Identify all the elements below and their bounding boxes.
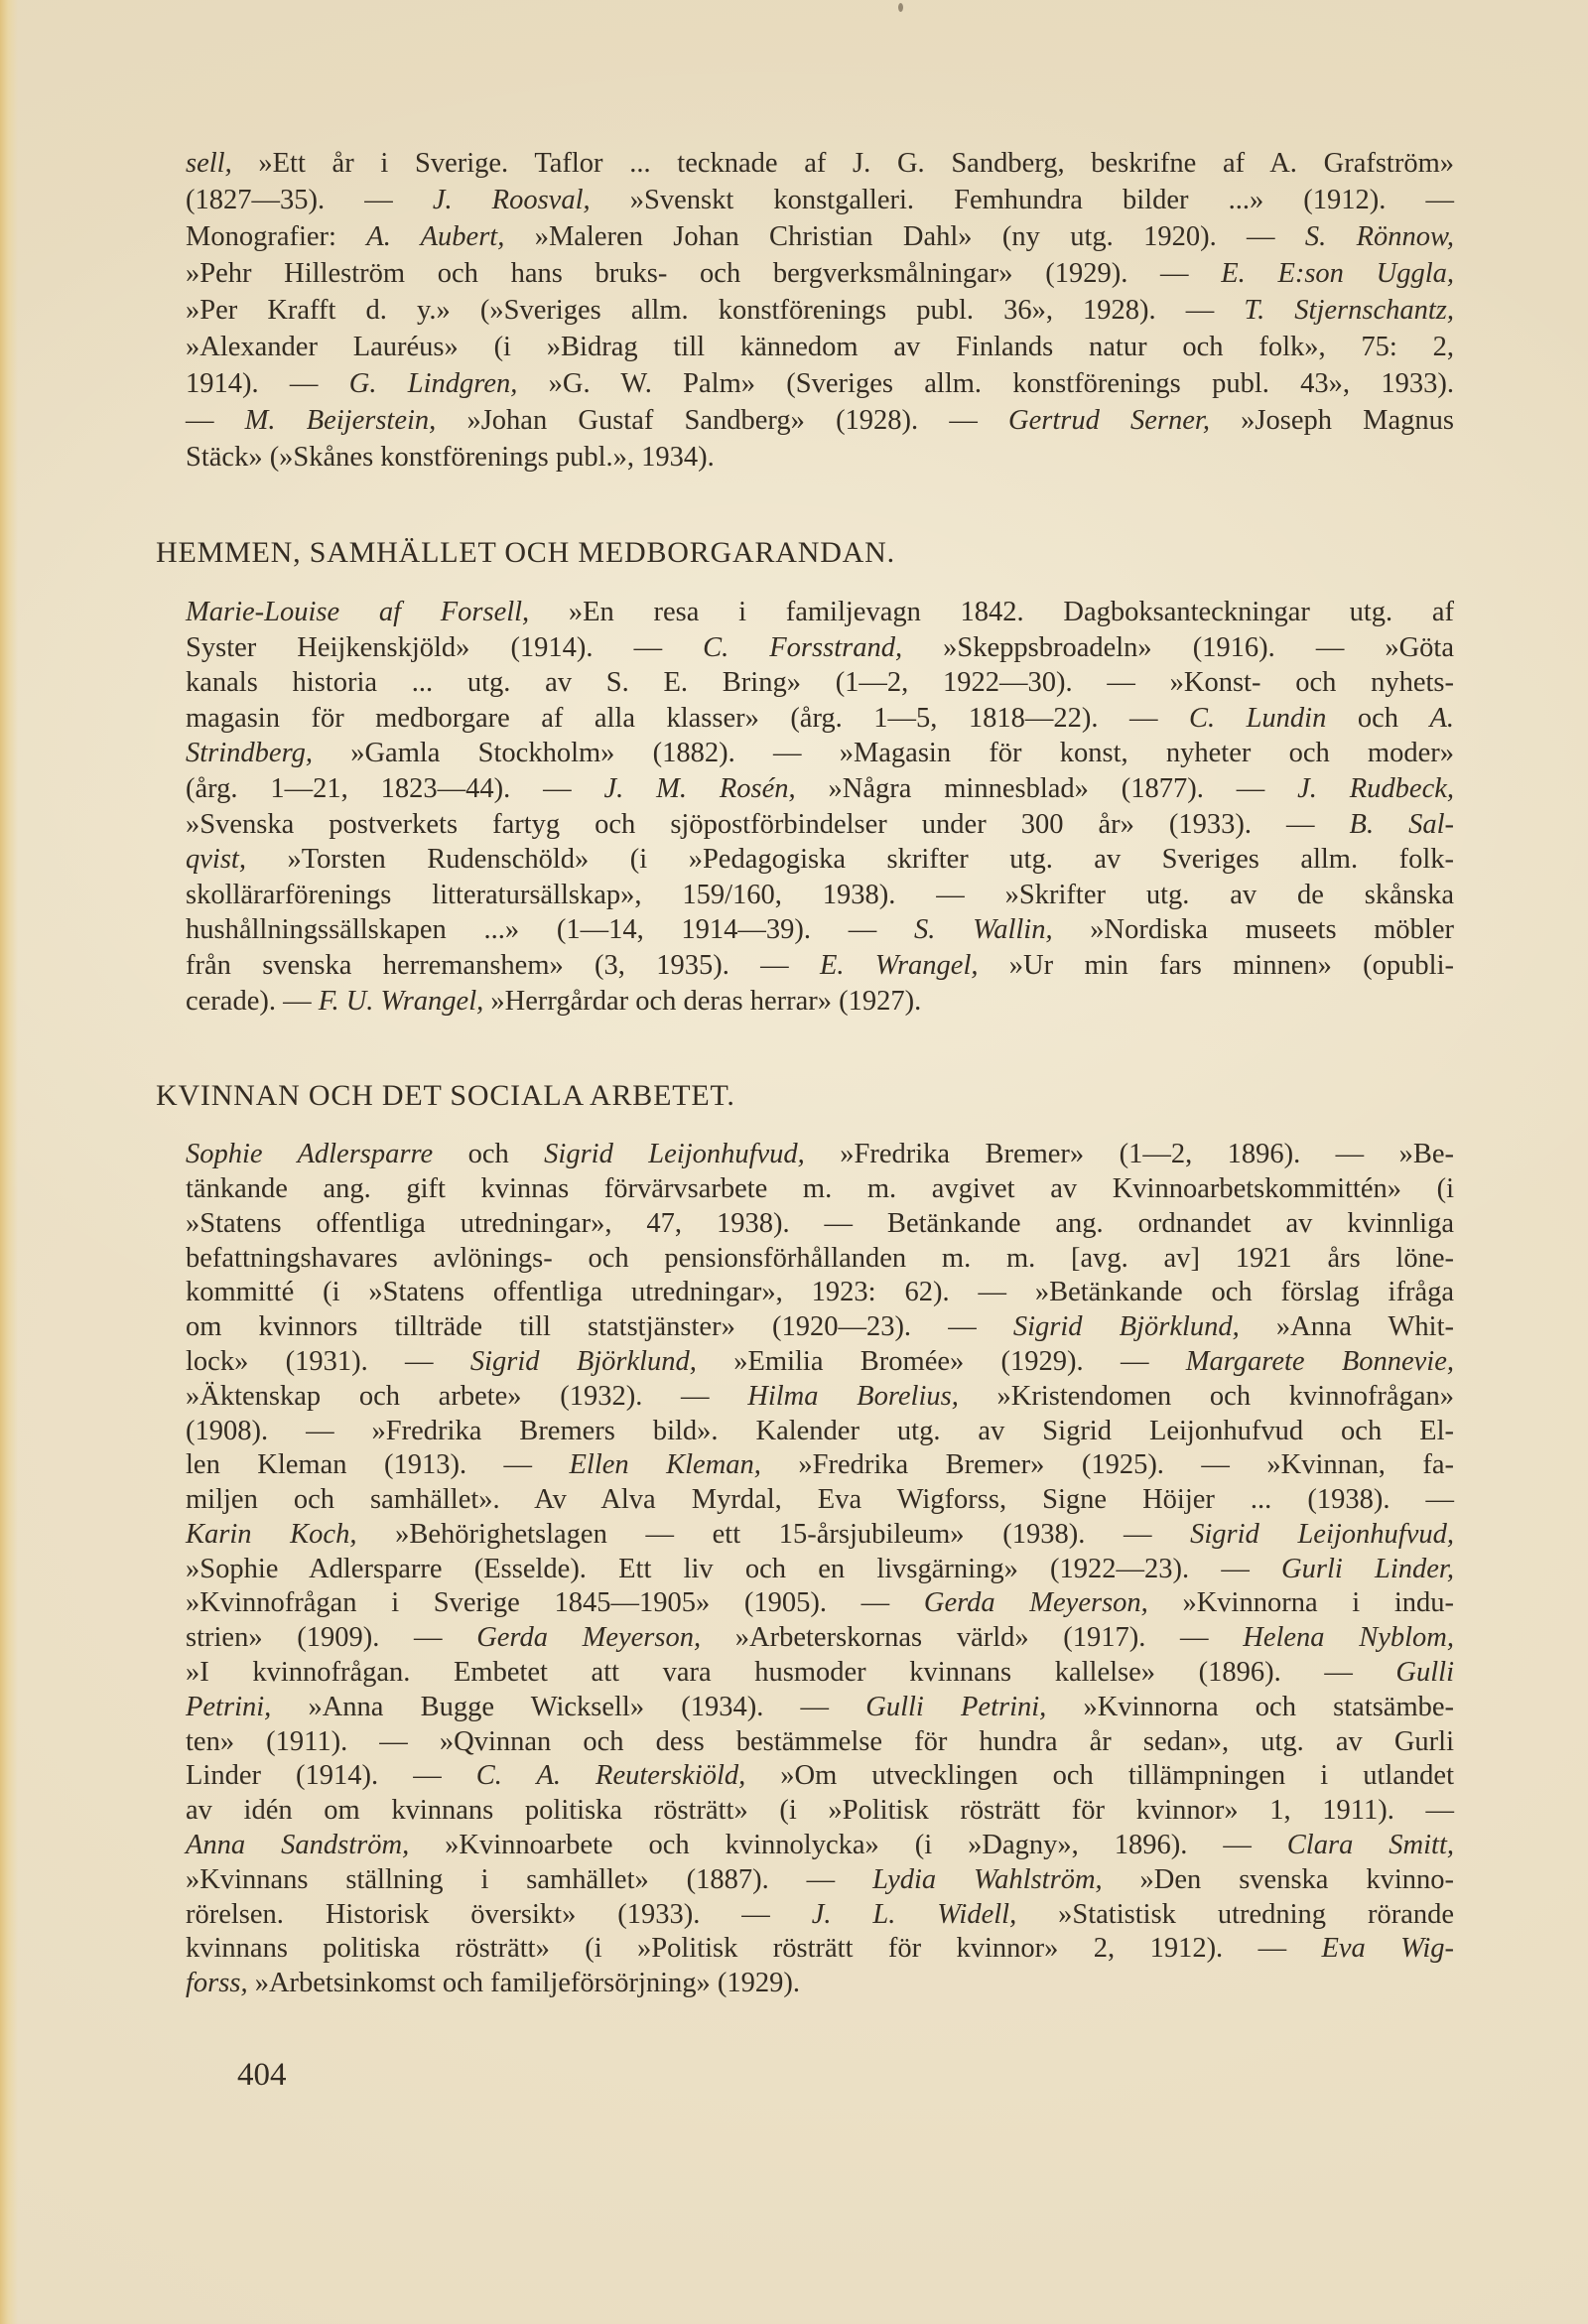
text-line: [186, 1586, 1454, 1621]
text-line: [186, 218, 1454, 255]
text-segment: »Kvinnans ställning i samhället» (1887). —: [186, 1863, 873, 1895]
text-segment: Monografier:: [186, 221, 367, 252]
text-line: [186, 182, 1454, 218]
text-segment: kanals historia ... utg. av S. E. Bring» (1—2, 1922—30). — »Konst- och nyhets-: [186, 667, 1454, 699]
text-segment: Syster Heijkenskjöld» (1914). —: [186, 631, 704, 663]
text-line: [186, 1759, 1454, 1794]
text-line: [186, 984, 1454, 1020]
text-segment: Linder (1914). —: [186, 1760, 476, 1792]
text-line: [186, 595, 1454, 630]
italic-text-segment: E. E:son Uggla,: [1221, 258, 1454, 289]
text-segment: kommitté (i »Statens offentliga utredningar», 1923: 62). — »Betänkande och förslag ifråga: [186, 1277, 1454, 1308]
text-segment: »Den svenska kvinno-: [1102, 1863, 1454, 1895]
text-line: [186, 1691, 1454, 1725]
text-segment: 1914). —: [186, 368, 349, 399]
text-line: [186, 1621, 1454, 1656]
italic-text-segment: Gurli Linder,: [1281, 1553, 1454, 1584]
text-segment: strien» (1909). —: [186, 1622, 477, 1654]
italic-text-segment: Gulli: [1395, 1657, 1454, 1689]
text-segment: »Några minnesblad» (1877). —: [795, 772, 1298, 804]
italic-text-segment: Ellen Kleman,: [569, 1449, 761, 1481]
text-segment: och: [1326, 702, 1430, 734]
text-segment: »I kvinnofrågan. Embetet att vara husmoder kvinnans kallelse» (1896). —: [186, 1657, 1396, 1689]
italic-text-segment: Strindberg,: [186, 738, 313, 769]
bibliography-paragraph: [186, 1138, 1454, 2001]
page-edge-strip: [0, 0, 18, 2324]
italic-text-segment: Gulli Petrini,: [865, 1691, 1047, 1722]
italic-text-segment: Helena Nyblom,: [1243, 1622, 1454, 1654]
text-segment: magasin för medborgare af alla klasser» (årg. 1—5, 1818—22). —: [186, 702, 1189, 734]
text-segment: (1908). — »Fredrika Bremers bild». Kalender utg. av Sigrid Leijonhufvud och El-: [186, 1415, 1454, 1446]
text-segment: »Anna Whit-: [1239, 1311, 1454, 1343]
italic-text-segment: qvist,: [186, 844, 246, 876]
text-segment: Stäck» (»Skånes konstförenings publ.», 1934).: [186, 442, 715, 473]
text-segment: och: [433, 1139, 545, 1170]
italic-text-segment: J. Roosval,: [432, 185, 591, 215]
text-segment: »Behörighetslagen — ett 15-årsjubileum» (1938). —: [356, 1518, 1191, 1550]
text-segment: »Nordiska museets möbler: [1052, 914, 1454, 946]
text-line: [186, 1483, 1454, 1518]
text-line: [186, 1310, 1454, 1345]
text-segment: »Maleren Johan Christian Dahl» (ny utg. 1920). —: [504, 221, 1305, 252]
text-segment: »G. W. Palm» (Sveriges allm. konstförenings publ. 43», 1933).: [517, 368, 1454, 399]
text-line: [186, 701, 1454, 737]
text-line: [186, 736, 1454, 771]
text-line: [186, 1656, 1454, 1691]
italic-text-segment: Eva Wig-: [1321, 1933, 1454, 1965]
text-line: [186, 1829, 1454, 1863]
text-segment: »Johan Gustaf Sandberg» (1928). —: [436, 405, 1009, 436]
text-segment: (årg. 1—21, 1823—44). —: [186, 772, 604, 804]
text-segment: »Fredrika Bremer» (1925). — »Kvinnan, fa-: [760, 1449, 1454, 1481]
text-segment: »Torsten Rudenschöld» (i »Pedagogiska skrifter utg. av Sveriges allm. folk-: [245, 844, 1454, 876]
text-line: [186, 1138, 1454, 1172]
italic-text-segment: Gerda Meyerson,: [476, 1622, 702, 1654]
italic-text-segment: Gerda Meyerson,: [923, 1587, 1148, 1619]
text-segment: av idén om kvinnans politiska rösträtt» (i »Politisk rösträtt för kvinnor» 1, 1911). —: [186, 1795, 1454, 1827]
text-segment: »Svenska postverkets fartyg och sjöpostförbindelser under 300 år» (1933). —: [186, 808, 1350, 840]
text-line: [186, 912, 1454, 948]
italic-text-segment: Sophie Adlersparre: [186, 1139, 434, 1170]
text-segment: »Herrgårdar och deras herrar» (1927).: [483, 985, 922, 1017]
text-line: [186, 402, 1454, 439]
text-segment: skollärarförenings litteratursällskap», 159/160, 1938). — »Skrifter utg. av de skånska: [186, 879, 1454, 910]
bibliography-paragraph: [186, 595, 1454, 1019]
italic-text-segment: sell,: [186, 148, 232, 179]
text-line: [186, 255, 1454, 292]
text-line: [186, 145, 1454, 182]
text-segment: ten» (1911). — »Qvinnan och dess bestämmelse för hundra år sedan», utg. av Gurli: [186, 1725, 1454, 1757]
text-line: [186, 948, 1454, 984]
text-line: [186, 1415, 1454, 1449]
text-segment: len Kleman (1913). —: [186, 1449, 570, 1481]
italic-text-segment: Lydia Wahlström,: [872, 1863, 1103, 1895]
text-line: [186, 1276, 1454, 1310]
text-segment: tänkande ang. gift kvinnas förvärvsarbete m. m. avgivet av Kvinnoarbetskommittén» (i: [186, 1172, 1454, 1204]
text-segment: »En resa i familjevagn 1842. Dagboksanteckningar utg. af: [529, 597, 1454, 627]
italic-text-segment: forss,: [186, 1968, 248, 1999]
italic-text-segment: J. M. Rosén,: [603, 772, 796, 804]
text-line: [186, 1932, 1454, 1967]
text-segment: »Ur min fars minnen» (opubli-: [978, 949, 1454, 981]
italic-text-segment: B. Sal-: [1349, 808, 1454, 840]
page-number: 404: [237, 2057, 287, 2093]
italic-text-segment: C. Lundin: [1188, 702, 1327, 734]
italic-text-segment: Clara Smitt,: [1286, 1830, 1455, 1861]
text-line: [186, 665, 1454, 701]
italic-text-segment: Sigrid Björklund,: [469, 1345, 697, 1377]
text-line: [186, 329, 1454, 365]
italic-text-segment: S. Rönnow,: [1304, 221, 1455, 252]
italic-text-segment: Hilma Borelius,: [747, 1380, 959, 1412]
text-segment: »Om utvecklingen och tillämpningen i utlandet: [745, 1760, 1455, 1792]
text-segment: rörelsen. Historisk översikt» (1933). —: [186, 1898, 812, 1930]
bibliography-paragraph: [186, 145, 1454, 476]
text-line: [186, 439, 1454, 476]
text-segment: från svenska herremanshem» (3, 1935). —: [186, 949, 820, 981]
text-line: [186, 1380, 1454, 1415]
text-segment: »Alexander Lauréus» (i »Bidrag till kännedom av Finlands natur och folk», 75: 2,: [186, 332, 1454, 362]
text-line: [186, 1207, 1454, 1242]
italic-text-segment: C. Forsstrand,: [703, 631, 903, 663]
text-segment: »Pehr Hilleström och hans bruks- och bergverksmålningar» (1929). —: [186, 258, 1222, 289]
text-line: [186, 807, 1454, 843]
text-segment: »Ett år i Sverige. Taflor ... tecknade af J. G. Sandberg, beskrifne af A. Grafström»: [231, 148, 1454, 179]
text-segment: cerade). —: [186, 985, 319, 1017]
text-segment: —: [186, 405, 245, 436]
text-segment: »Arbetsinkomst och familjeförsörjning» (1929).: [247, 1968, 801, 1999]
text-segment: »Kvinnofrågan i Sverige 1845—1905» (1905). —: [186, 1587, 924, 1619]
text-segment: »Skeppsbroadeln» (1916). — »Göta: [902, 631, 1454, 663]
section-heading: KVINNAN OCH DET SOCIALA ARBETET.: [156, 1079, 735, 1113]
text-line: [186, 1863, 1454, 1898]
text-line: [186, 1345, 1454, 1380]
italic-text-segment: Margarete Bonnevie,: [1185, 1345, 1454, 1377]
text-segment: om kvinnors tillträde till statstjänster» (1920—23). —: [186, 1311, 1013, 1343]
italic-text-segment: T. Stjernschantz,: [1244, 295, 1454, 326]
text-segment: lock» (1931). —: [186, 1345, 470, 1377]
text-line: [186, 771, 1454, 807]
italic-text-segment: F. U. Wrangel,: [318, 985, 484, 1017]
italic-text-segment: J. L. Widell,: [811, 1898, 1017, 1930]
text-line: [186, 1553, 1454, 1587]
text-line: [186, 1242, 1454, 1277]
italic-text-segment: A.: [1429, 702, 1454, 734]
text-segment: »Kristendomen och kvinnofrågan»: [958, 1380, 1454, 1412]
paper-speck: [898, 3, 903, 12]
text-line: [186, 365, 1454, 402]
italic-text-segment: Marie-Louise af Forsell,: [186, 597, 530, 627]
text-segment: »Kvinnoarbete och kvinnolycka» (i »Dagny», 1896). —: [409, 1830, 1287, 1861]
italic-text-segment: S. Wallin,: [913, 914, 1053, 946]
text-line: [186, 1898, 1454, 1933]
italic-text-segment: Anna Sandström,: [186, 1830, 410, 1861]
text-segment: »Emilia Bromée» (1929). —: [696, 1345, 1186, 1377]
italic-text-segment: Karin Koch,: [186, 1518, 357, 1550]
text-segment: »Kvinnorna och statsämbe-: [1046, 1691, 1454, 1722]
page-content: [156, 145, 1455, 2001]
text-segment: »Statens offentliga utredningar», 47, 1938). — Betänkande ang. ordnandet av kvinnliga: [186, 1207, 1454, 1239]
text-line: [186, 1172, 1454, 1207]
text-line: [186, 1967, 1454, 2001]
text-segment: »Gamla Stockholm» (1882). — »Magasin för konst, nyheter och moder»: [313, 738, 1454, 769]
italic-text-segment: E. Wrangel,: [819, 949, 979, 981]
section-heading: HEMMEN, SAMHÄLLET OCH MEDBORGARANDAN.: [156, 536, 895, 569]
text-segment: »Sophie Adlersparre (Esselde). Ett liv och en livsgärning» (1922—23). —: [186, 1553, 1282, 1584]
italic-text-segment: Sigrid Leijonhufvud,: [544, 1139, 805, 1170]
text-line: [186, 1725, 1454, 1760]
text-segment: miljen och samhället». Av Alva Myrdal, Eva Wigforss, Signe Höijer ... (1938). —: [186, 1484, 1454, 1516]
italic-text-segment: Petrini,: [186, 1691, 272, 1722]
text-line: [186, 1794, 1454, 1829]
text-segment: befattningshavares avlönings- och pensionsförhållanden m. m. [avg. av] 1921 års löne-: [186, 1242, 1454, 1274]
italic-text-segment: J. Rudbeck,: [1297, 772, 1455, 804]
text-line: [186, 292, 1454, 329]
italic-text-segment: M. Beijerstein,: [244, 405, 437, 436]
text-segment: »Fredrika Bremer» (1—2, 1896). — »Be-: [804, 1139, 1454, 1170]
italic-text-segment: G. Lindgren,: [348, 368, 518, 399]
text-segment: »Kvinnorna i indu-: [1147, 1587, 1455, 1619]
text-segment: »Arbeterskornas värld» (1917). —: [701, 1622, 1244, 1654]
italic-text-segment: Sigrid Björklund,: [1012, 1311, 1240, 1343]
text-line: [186, 630, 1454, 666]
text-line: [186, 842, 1454, 878]
text-line: [186, 878, 1454, 913]
italic-text-segment: A. Aubert,: [366, 221, 505, 252]
text-line: [186, 1448, 1454, 1483]
text-segment: »Äktenskap och arbete» (1932). —: [186, 1380, 748, 1412]
text-segment: hushållningssällskapen ...» (1—14, 1914—39). —: [186, 914, 914, 946]
text-segment: »Per Krafft d. y.» (»Sveriges allm. konstförenings publ. 36», 1928). —: [186, 295, 1245, 326]
text-line: [186, 1518, 1454, 1553]
text-segment: »Anna Bugge Wicksell» (1934). —: [271, 1691, 866, 1722]
text-segment: »Joseph Magnus: [1209, 405, 1454, 436]
text-segment: »Statistisk utredning rörande: [1016, 1898, 1454, 1930]
text-segment: »Svenskt konstgalleri. Femhundra bilder ...» (1912). —: [590, 185, 1455, 215]
text-segment: kvinnans politiska rösträtt» (i »Politisk rösträtt för kvinnor» 2, 1912). —: [186, 1933, 1322, 1965]
italic-text-segment: C. A. Reuterskiöld,: [475, 1760, 746, 1792]
italic-text-segment: Sigrid Leijonhufvud,: [1190, 1518, 1454, 1550]
text-segment: (1827—35). —: [186, 185, 433, 215]
italic-text-segment: Gertrud Serner,: [1008, 405, 1210, 436]
